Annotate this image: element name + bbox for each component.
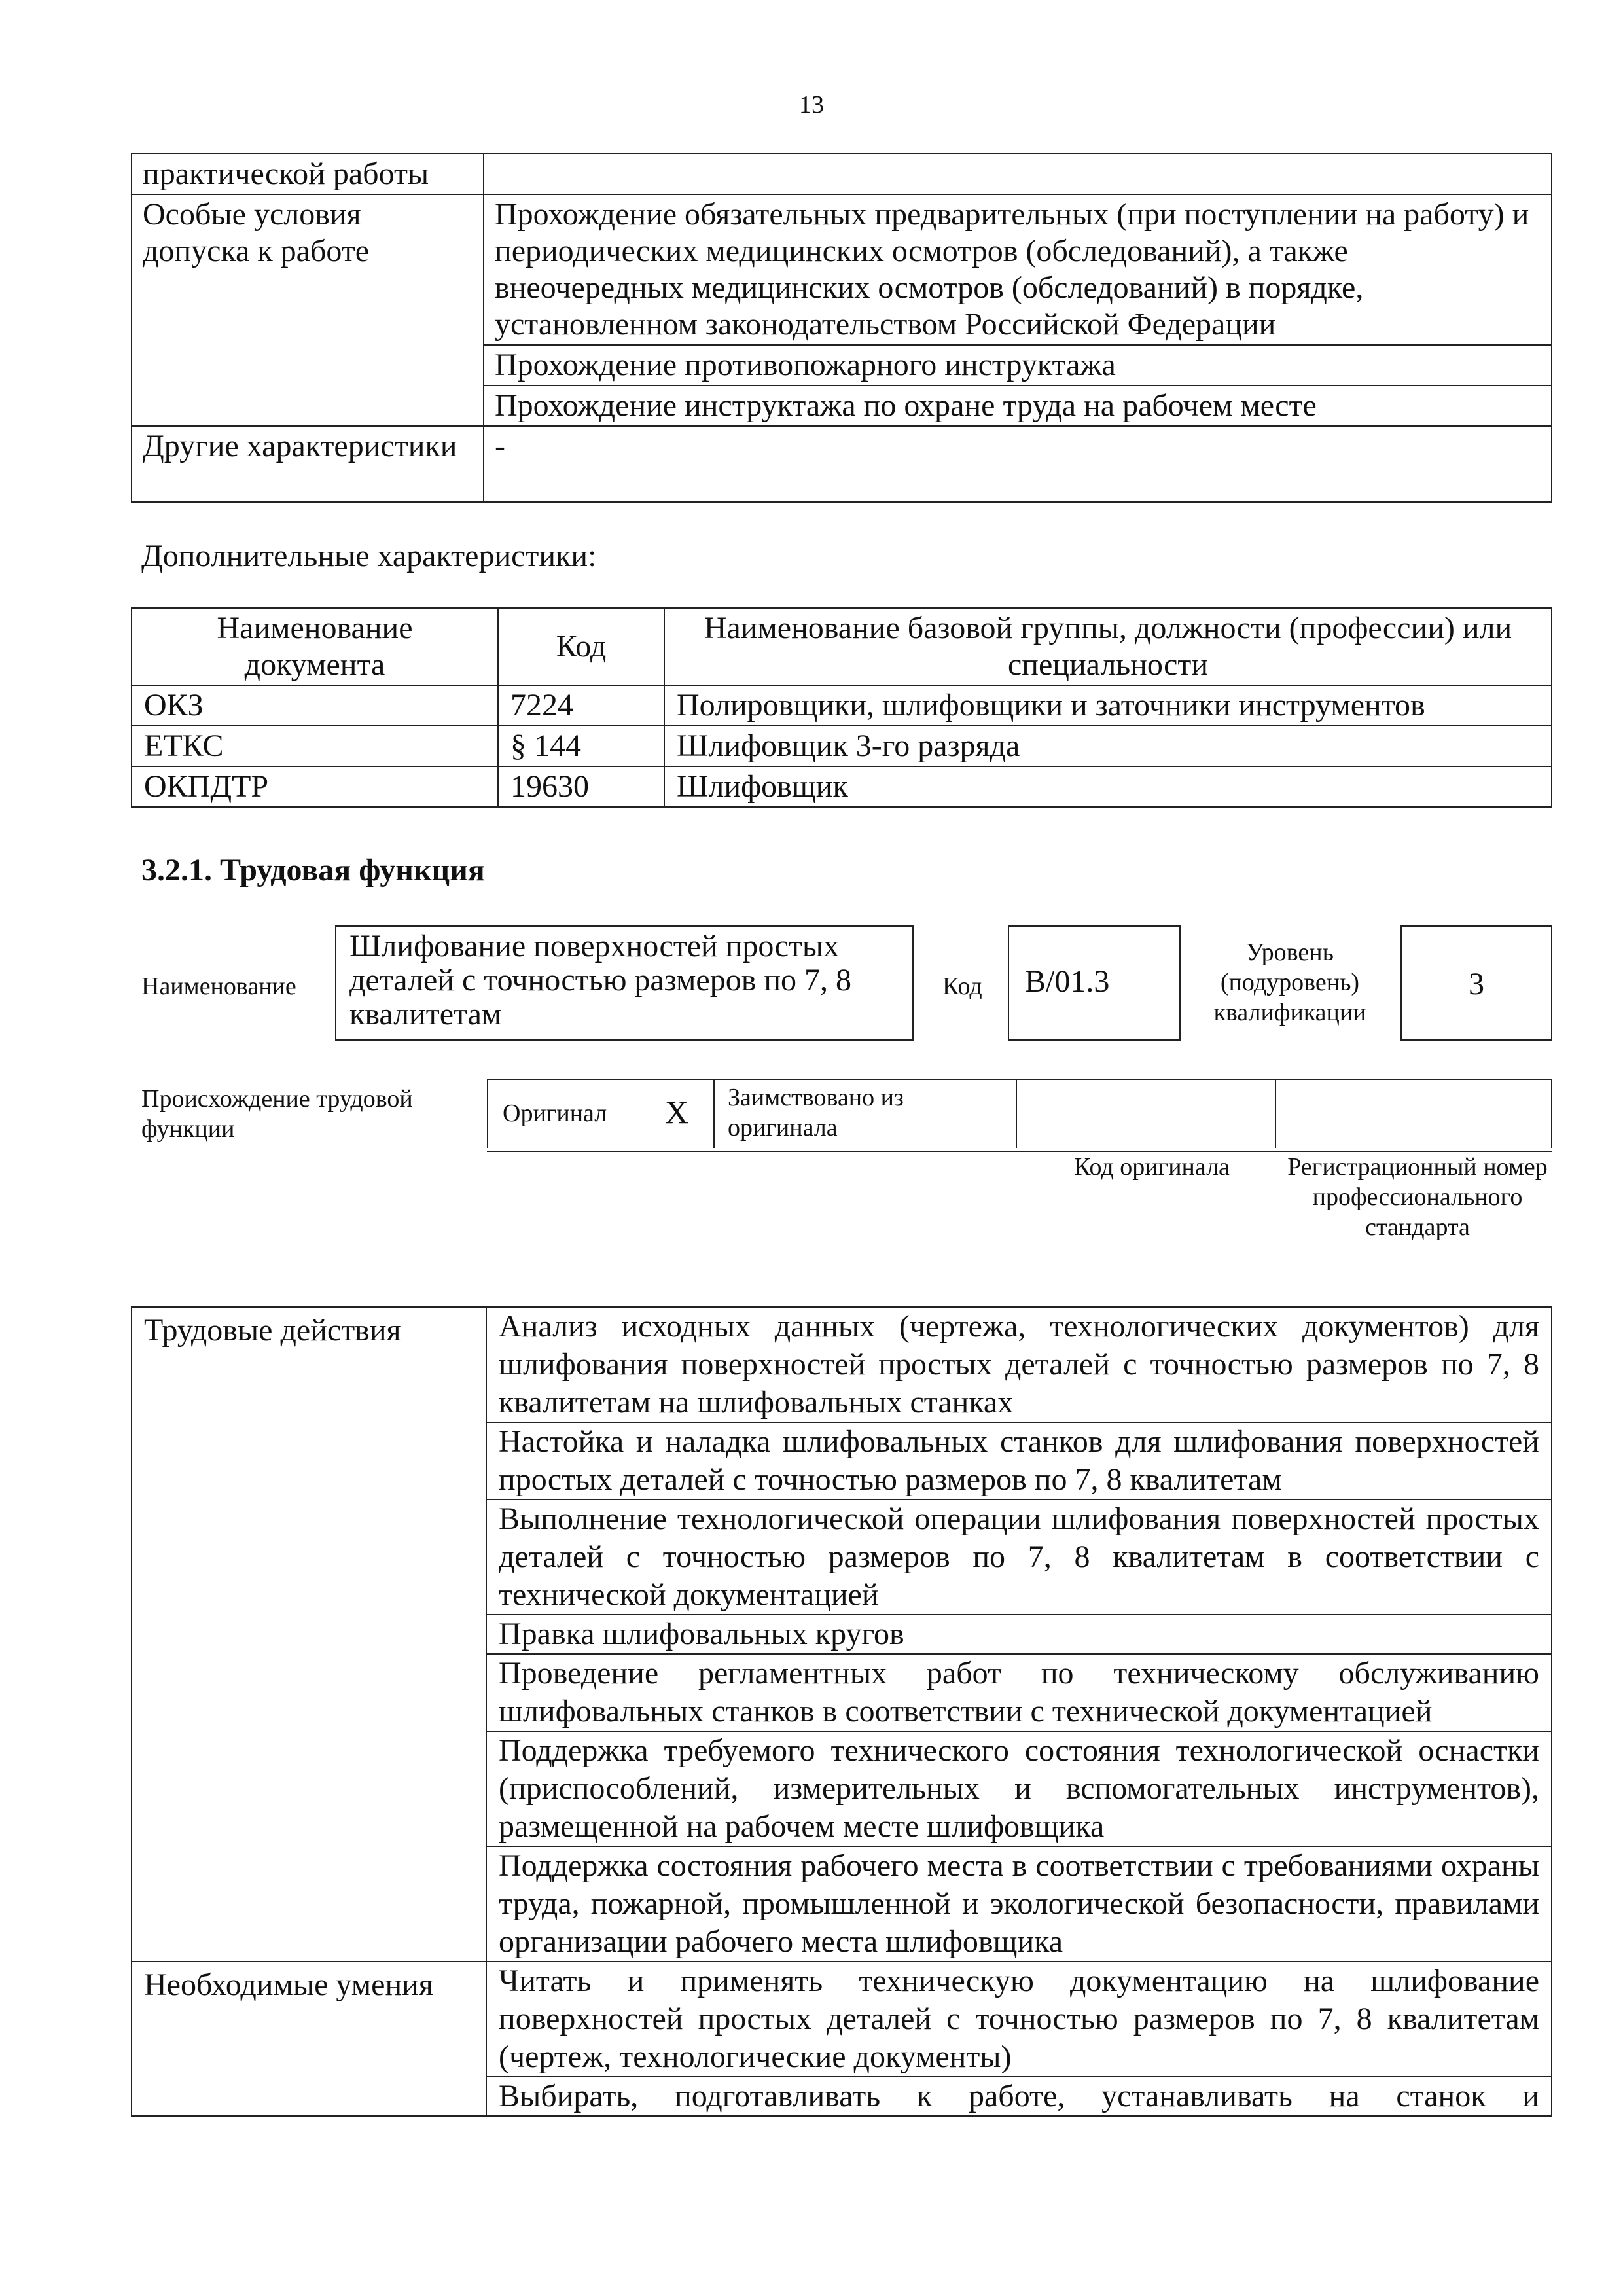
borrowed-cell [713,1080,1016,1148]
origin-table [487,1079,1552,1152]
table-cell: Шлифовщик [664,766,1552,807]
row-value: - [484,426,1552,502]
function-name-box: Шлифование поверхностей простых деталей с точностью размеров по 7, 8 квалитетам [335,925,914,1041]
registration-number-cell [1275,1080,1552,1148]
labor-function-table [131,1306,1552,2117]
table-cell: 7224 [498,685,664,726]
row-label: Особые условия допуска к работе [132,194,484,426]
table-cell: ЕТКС [132,726,498,766]
original-label: Оригинал [503,1100,607,1127]
row-value: Прохождение противопожарного инструктажа [484,345,1552,386]
row-label: Другие характеристики [132,426,484,502]
table-row [132,1962,1552,2077]
action-item: Анализ исходных данных (чертежа, технологических документов) для шлифования поверхностей простых деталей с точностью размеров по 7, 8 квалитетам на шлифовальных станках [486,1307,1552,1422]
table-cell: Полировщики, шлифовщики и заточники инструментов [664,685,1552,726]
table-row [132,726,1552,766]
table-cell: Шлифовщик 3-го разряда [664,726,1552,766]
skill-item: Читать и применять техническую документацию на шлифование поверхностей простых деталей с точностью размеров по 7, 8 квалитетам (чертеж, технологические документы) [486,1962,1552,2077]
column-header: Наименование базовой группы, должности (профессии) или специальности [664,608,1552,685]
row-value [484,154,1552,194]
action-item: Правка шлифовальных кругов [486,1615,1552,1654]
action-item: Поддержка требуемого технического состояния технологической оснастки (приспособлений, измерительных и вспомогательных инструментов), размещенной на рабочем месте шлифовщика [486,1731,1552,1846]
skill-item: Выбирать, подготавливать к работе, устанавливать на станок и [486,2077,1552,2116]
table-cell: § 144 [498,726,664,766]
name-label: Наименование [141,973,296,1000]
table-cell: 19630 [498,766,664,807]
table-cell: ОКЗ [132,685,498,726]
additional-characteristics-title: Дополнительные характеристики: [141,539,597,573]
borrowed-label: Заимствовано из оригинала [728,1084,904,1141]
table-row [132,154,1552,194]
action-item: Выполнение технологической операции шлифования поверхностей простых деталей с точностью размеров по 7, 8 квалитетам в соответствии с технической документацией [486,1499,1552,1615]
action-item: Поддержка состояния рабочего места в соответствии с требованиями охраны труда, пожарной, промышленной и экологической безопасности, правилами организации рабочего места шлифовщика [486,1846,1552,1962]
section-title: 3.2.1. Трудовая функция [141,853,485,888]
table-row [132,194,1552,345]
row-value: Прохождение обязательных предварительных (при поступлении на работу) и периодических медицинских осмотров (обследований), а также внеочередных медицинских осмотров (обследований) в порядке, установленном законодательством Российской Федерации [484,194,1552,345]
function-code-box: B/01.3 [1008,925,1181,1041]
page-number: 13 [799,91,824,118]
section-label: Необходимые умения [132,1962,486,2116]
level-label: Уровень (подуровень) квалификации [1213,939,1366,1026]
original-code-caption: Код оригинала [1074,1153,1230,1181]
table-row [132,685,1552,726]
row-label: практической работы [132,154,484,194]
original-code-cell [1016,1080,1275,1148]
table-header-row [132,608,1552,685]
table-cell: ОКПДТР [132,766,498,807]
registration-number-caption: Регистрационный номер профессионального стандарта [1287,1153,1548,1241]
action-item: Настойка и наладка шлифовальных станков для шлифования поверхностей простых деталей с точностью размеров по 7, 8 квалитетам [486,1422,1552,1499]
table-row [132,426,1552,502]
table-row [132,1307,1552,1422]
action-item: Проведение регламентных работ по техническому обслуживанию шлифовальных станков в соответствии с технической документацией [486,1654,1552,1731]
section-label: Трудовые действия [132,1307,486,1962]
original-mark: X [665,1094,689,1130]
row-value: Прохождение инструктажа по охране труда на рабочем месте [484,386,1552,426]
column-header: Код [498,608,664,685]
original-cell [487,1080,713,1148]
code-label: Код [942,973,982,1000]
table-row [132,766,1552,807]
requirements-table [131,153,1552,503]
qualification-level-box: 3 [1400,925,1552,1041]
additional-characteristics-table [131,607,1552,808]
column-header: Наименование документа [132,608,498,685]
origin-label: Происхождение трудовой функции [141,1085,413,1143]
